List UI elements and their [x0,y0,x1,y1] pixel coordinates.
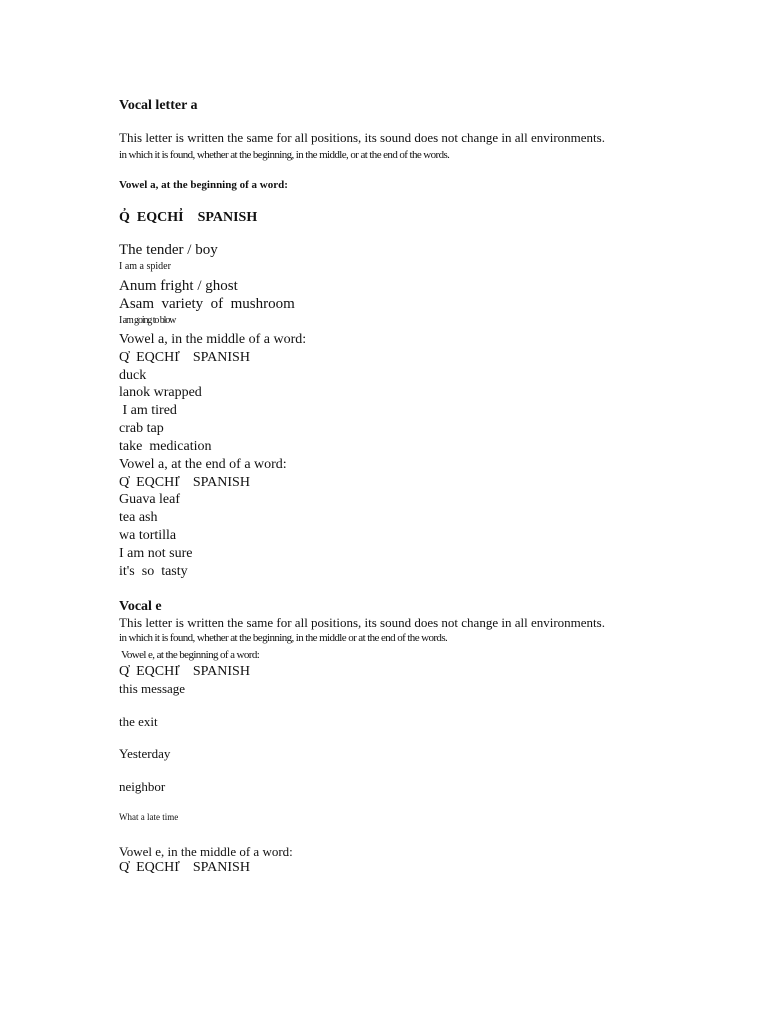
section-a-middle-column-header: Q̓ EQCHI̓ SPANISH [119,350,250,365]
section-a-begin-label: Vowel a, at the beginning of a word: [119,179,288,191]
list-item: Anum fright / ghost [119,278,238,294]
list-item: Guava leaf [119,492,181,507]
list-item: this message [119,681,186,696]
section-e-heading: Vocal e [119,599,162,614]
section-e-intro-line2: in which it is found, whether at the beginning, in the middle or at the end of the words. [119,632,448,644]
list-item: I am a spider [119,261,171,272]
section-a-end-column-header: Q̓ EQCHI̓ SPANISH [119,475,250,490]
section-a-heading: Vocal letter a [119,98,198,113]
list-item: I am going to blow [119,315,176,326]
list-item: I am tired [119,403,177,418]
section-a-intro-line2: in which it is found, whether at the beginning, in the middle, or at the end of the words. [119,149,450,161]
list-item: neighbor [119,779,166,794]
list-item: the exit [119,714,158,729]
list-item: Asam variety of mushroom [119,296,295,312]
section-e-intro-line1: This letter is written the same for all positions, its sound does not change in all environments. [119,615,605,630]
section-e-begin-label: Vowel e, at the beginning of a word: [119,649,260,661]
section-e-middle-column-header: Q̓ EQCHI̓ SPANISH [119,860,250,875]
list-item: take medication [119,439,212,454]
section-a-end-label: Vowel a, at the end of a word: [119,457,287,472]
list-item: wa tortilla [119,528,177,543]
list-item: I am not sure [119,546,193,561]
section-a-intro-line1: This letter is written the same for all positions, its sound does not change in all environments. [119,130,605,145]
list-item: tea ash [119,510,158,525]
list-item: duck [119,368,147,383]
section-e-middle-label: Vowel e, in the middle of a word: [119,844,293,859]
list-item: crab tap [119,421,164,436]
list-item: it's so tasty [119,564,188,579]
list-item: lanok wrapped [119,385,202,400]
section-a-middle-label: Vowel a, in the middle of a word: [119,332,307,347]
list-item: Yesterday [119,746,171,761]
list-item: The tender / boy [119,242,218,258]
section-e-begin-column-header: Q̓ EQCHI̓ SPANISH [119,664,250,679]
list-item: What a late time [119,812,179,822]
section-a-begin-column-header: Q̓ EQCHI̓ SPANISH [119,210,258,225]
